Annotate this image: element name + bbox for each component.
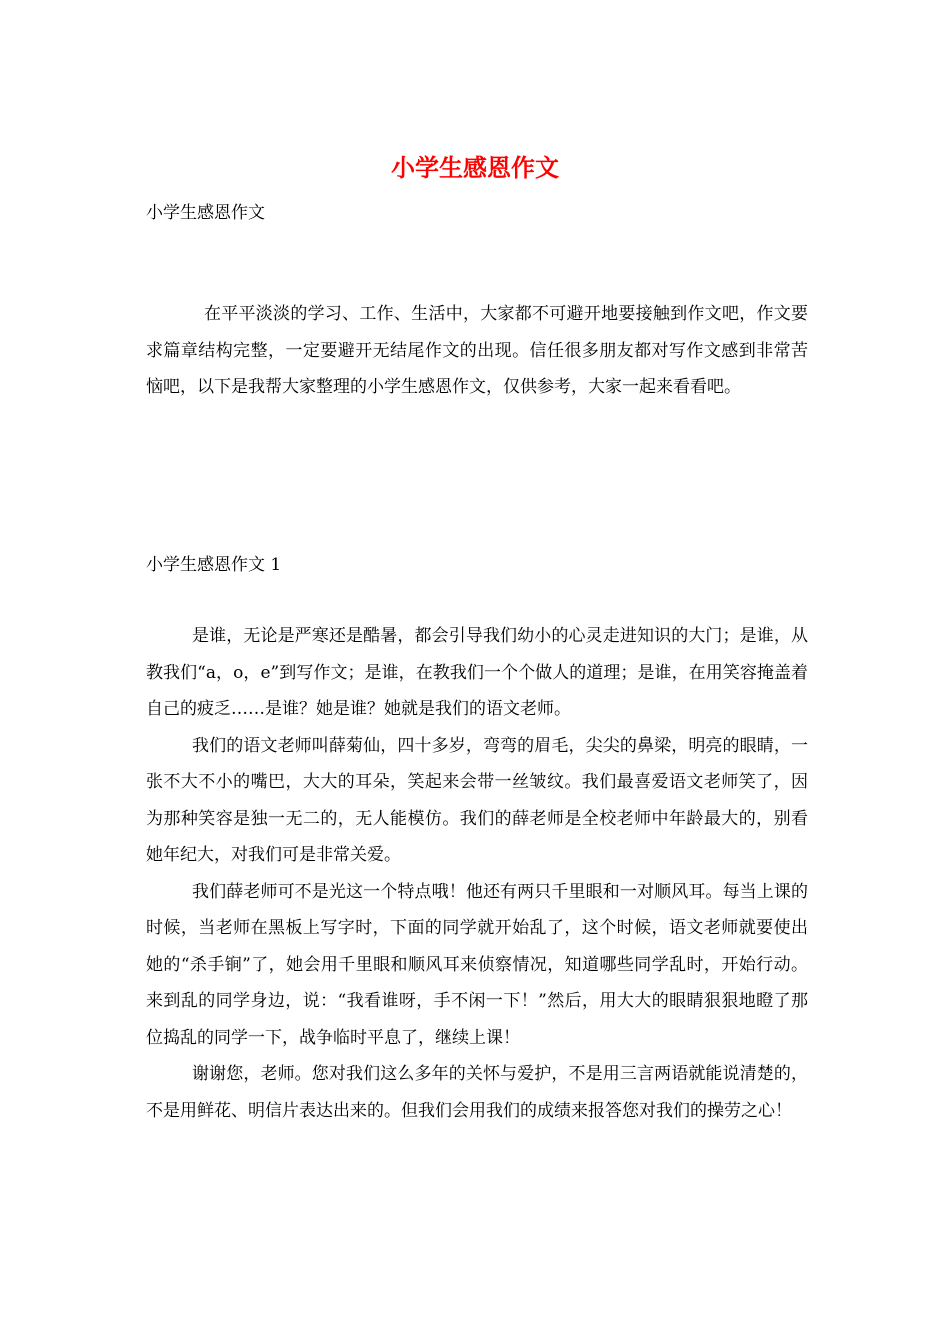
essay-paragraph-3: 我们薛老师可不是光这一个特点哦！他还有两只千里眼和一对顺风耳。每当上课的时候，当老师在黑板上写字时，下面的同学就开始乱了，这个时候，语文老师就要使出她的“杀手锏”了，她会用千里眼和顺风耳来侦察情况，知道哪些同学乱时，开始行动。来到乱的同学身边，说：“我看谁呀，手不闲一下！”然后，用大大的眼睛狠狠地瞪了那位捣乱的同学一下，战争临时平息了，继续上课！ xyxy=(146,881,808,1048)
essay-paragraph-2: 我们的语文老师叫薛菊仙，四十多岁，弯弯的眉毛，尖尖的鼻梁，明亮的眼睛，一张不大不小的嘴巴，大大的耳朵，笑起来会带一丝皱纹。我们最喜爱语文老师笑了，因为那种笑容是独一无二的，无人能模仿。我们的薛老师是全校老师中年龄最大的，别看她年纪大，对我们可是非常关爱。 xyxy=(146,735,808,865)
essay-body xyxy=(146,618,808,1129)
intro-paragraph: 在平平淡淡的学习、工作、生活中，大家都不可避开地要接触到作文吧，作文要求篇章结构完整，一定要避开无结尾作文的出现。信任很多朋友都对写作文感到非常苦恼吧，以下是我帮大家整理的小学生感恩作文，仅供参考，大家一起来看看吧。 xyxy=(146,304,808,397)
essay-paragraph-4: 谢谢您，老师。您对我们这么多年的关怀与爱护，不是用三言两语就能说清楚的，不是用鲜花、明信片表达出来的。但我们会用我们的成绩来报答您对我们的操劳之心！ xyxy=(146,1064,808,1121)
section-heading: 小学生感恩作文 1 xyxy=(146,555,282,575)
document-title: 小学生感恩作文 xyxy=(391,153,559,182)
essay-paragraph-1: 是谁，无论是严寒还是酷暑，都会引导我们幼小的心灵走进知识的大门；是谁，从教我们“a，o，e”到写作文；是谁，在教我们一个个做人的道理；是谁，在用笑容掩盖着自己的疲乏……是谁？她是谁？她就是我们的语文老师。 xyxy=(146,626,808,719)
document-subtitle: 小学生感恩作文 xyxy=(146,203,265,223)
